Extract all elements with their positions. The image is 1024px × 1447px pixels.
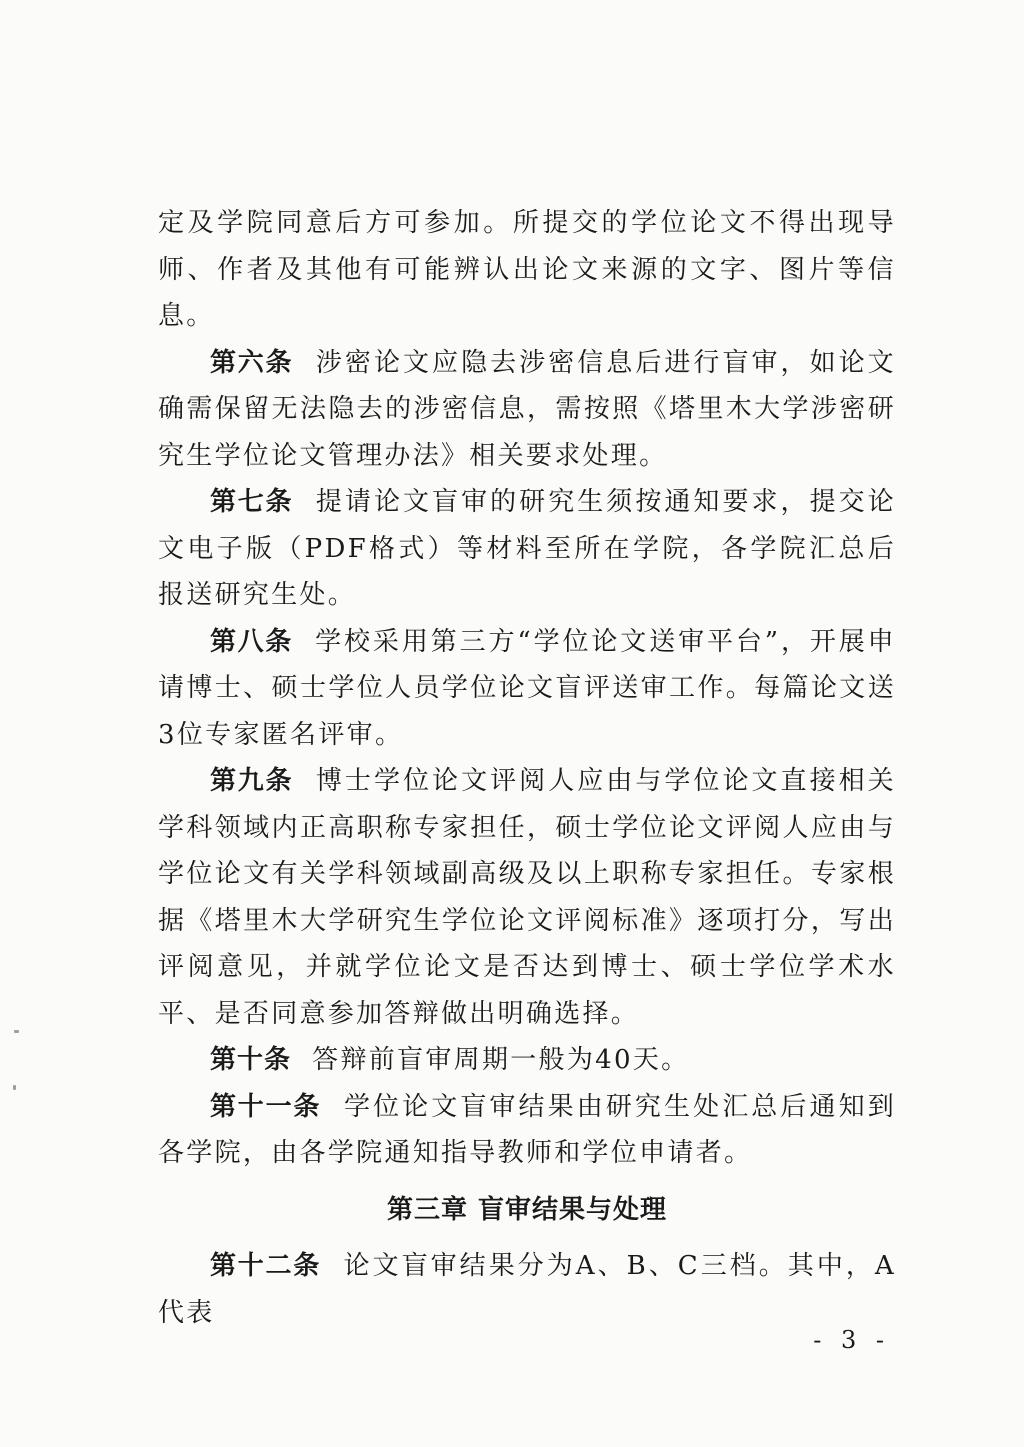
article-6 (158, 340, 896, 480)
article-label: 第九条 (210, 766, 294, 796)
page-number: - 3 - (813, 1326, 890, 1354)
document-body (158, 200, 896, 1336)
article-label: 第八条 (210, 626, 293, 657)
article-12 (158, 1243, 896, 1336)
article-text: 学位论文盲审结果由研究生处汇总后通知到各学院，由各学院通知指导教师和学位申请者。 (158, 1091, 896, 1168)
article-text: 提请论文盲审的研究生须按通知要求，提交论文电子版（PDF格式）等材料至所在学院，各学院汇总后报送研究生处。 (158, 487, 896, 610)
paragraph-text: 定及学院同意后方可参加。所提交的学位论文不得出现导师、作者及其他有可能辨认出论文来源的文字、图片等信息。 (158, 208, 896, 331)
article-label: 第七条 (210, 487, 294, 517)
paragraph-continuation (158, 200, 896, 340)
article-9 (158, 758, 896, 1037)
article-text: 答辩前盲审周期一般为40天。 (312, 1045, 690, 1075)
article-text: 学校采用第三方“学位论文送审平台”，开展申请博士、硕士学位人员学位论文盲评送审工作。每篇论文送3位专家匿名评审。 (158, 626, 896, 750)
scan-mark (13, 1085, 16, 1090)
article-label: 第十条 (210, 1045, 292, 1075)
chapter-title: 第三章 盲审结果与处理 (386, 1194, 668, 1225)
article-10 (158, 1037, 896, 1084)
article-11 (158, 1084, 896, 1177)
article-label: 第十二条 (210, 1251, 321, 1281)
article-label: 第十一条 (210, 1091, 322, 1122)
article-label: 第六条 (210, 347, 294, 378)
article-8 (158, 619, 896, 759)
scan-mark (14, 1030, 19, 1033)
article-7 (158, 479, 896, 619)
article-text: 博士学位论文评阅人应由与学位论文直接相关学科领域内正高职称专家担任，硕士学位论文评阅人应由与学位论文有关学科领域副高级及以上职称专家担任。专家根据《塔里木大学研究生学位论文评阅标准》逐项打分，写出评阅意见，并就学位论文是否达到博士、硕士学位学术水平、是否同意参加答辩做出明确选择。 (158, 766, 896, 1029)
article-text: 论文盲审结果分为A、B、C三档。其中，A代表 (158, 1251, 896, 1328)
article-text: 涉密论文应隐去涉密信息后进行盲审，如论文确需保留无法隐去的涉密信息，需按照《塔里木大学涉密研究生学位论文管理办法》相关要求处理。 (158, 347, 896, 471)
